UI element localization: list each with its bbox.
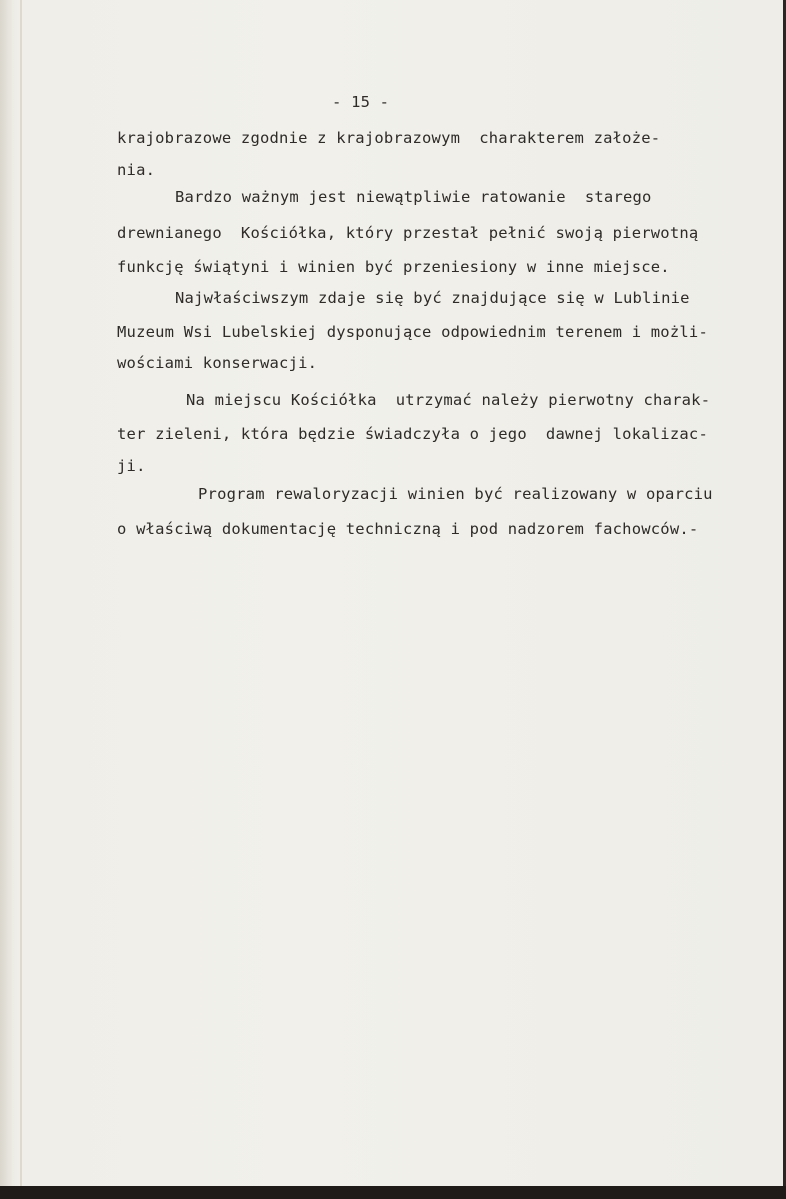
binding-edge <box>0 0 12 1186</box>
scan-bottom-edge <box>0 1186 786 1199</box>
text-line-7: Muzeum Wsi Lubelskiej dysponujące odpowiednim terenem i możli- <box>117 323 708 341</box>
text-line-11: ji. <box>117 457 146 475</box>
text-line-3: Bardzo ważnym jest niewątpliwie ratowanie starego <box>175 188 652 206</box>
text-line-5: funkcję świątyni i winien być przeniesiony w inne miejsce. <box>117 258 670 276</box>
text-line-12: Program rewaloryzacji winien być realizowany w oparciu <box>198 485 713 503</box>
text-line-13: o właściwą dokumentację techniczną i pod nadzorem fachowców.- <box>117 520 699 538</box>
text-line-10: ter zieleni, która będzie świadczyła o jego dawnej lokalizac- <box>117 425 708 443</box>
fold-line <box>20 0 22 1186</box>
text-line-1: krajobrazowe zgodnie z krajobrazowym charakterem założe- <box>117 129 661 147</box>
text-line-4: drewnianego Kościółka, który przestał pełnić swoją pierwotną <box>117 224 699 242</box>
text-line-2: nia. <box>117 161 156 179</box>
page-number: - 15 - <box>332 93 390 111</box>
text-line-6: Najwłaściwszym zdaje się być znajdujące się w Lublinie <box>175 289 690 307</box>
text-line-9: Na miejscu Kościółka utrzymać należy pierwotny charak- <box>186 391 711 409</box>
text-line-8: wościami konserwacji. <box>117 354 318 372</box>
